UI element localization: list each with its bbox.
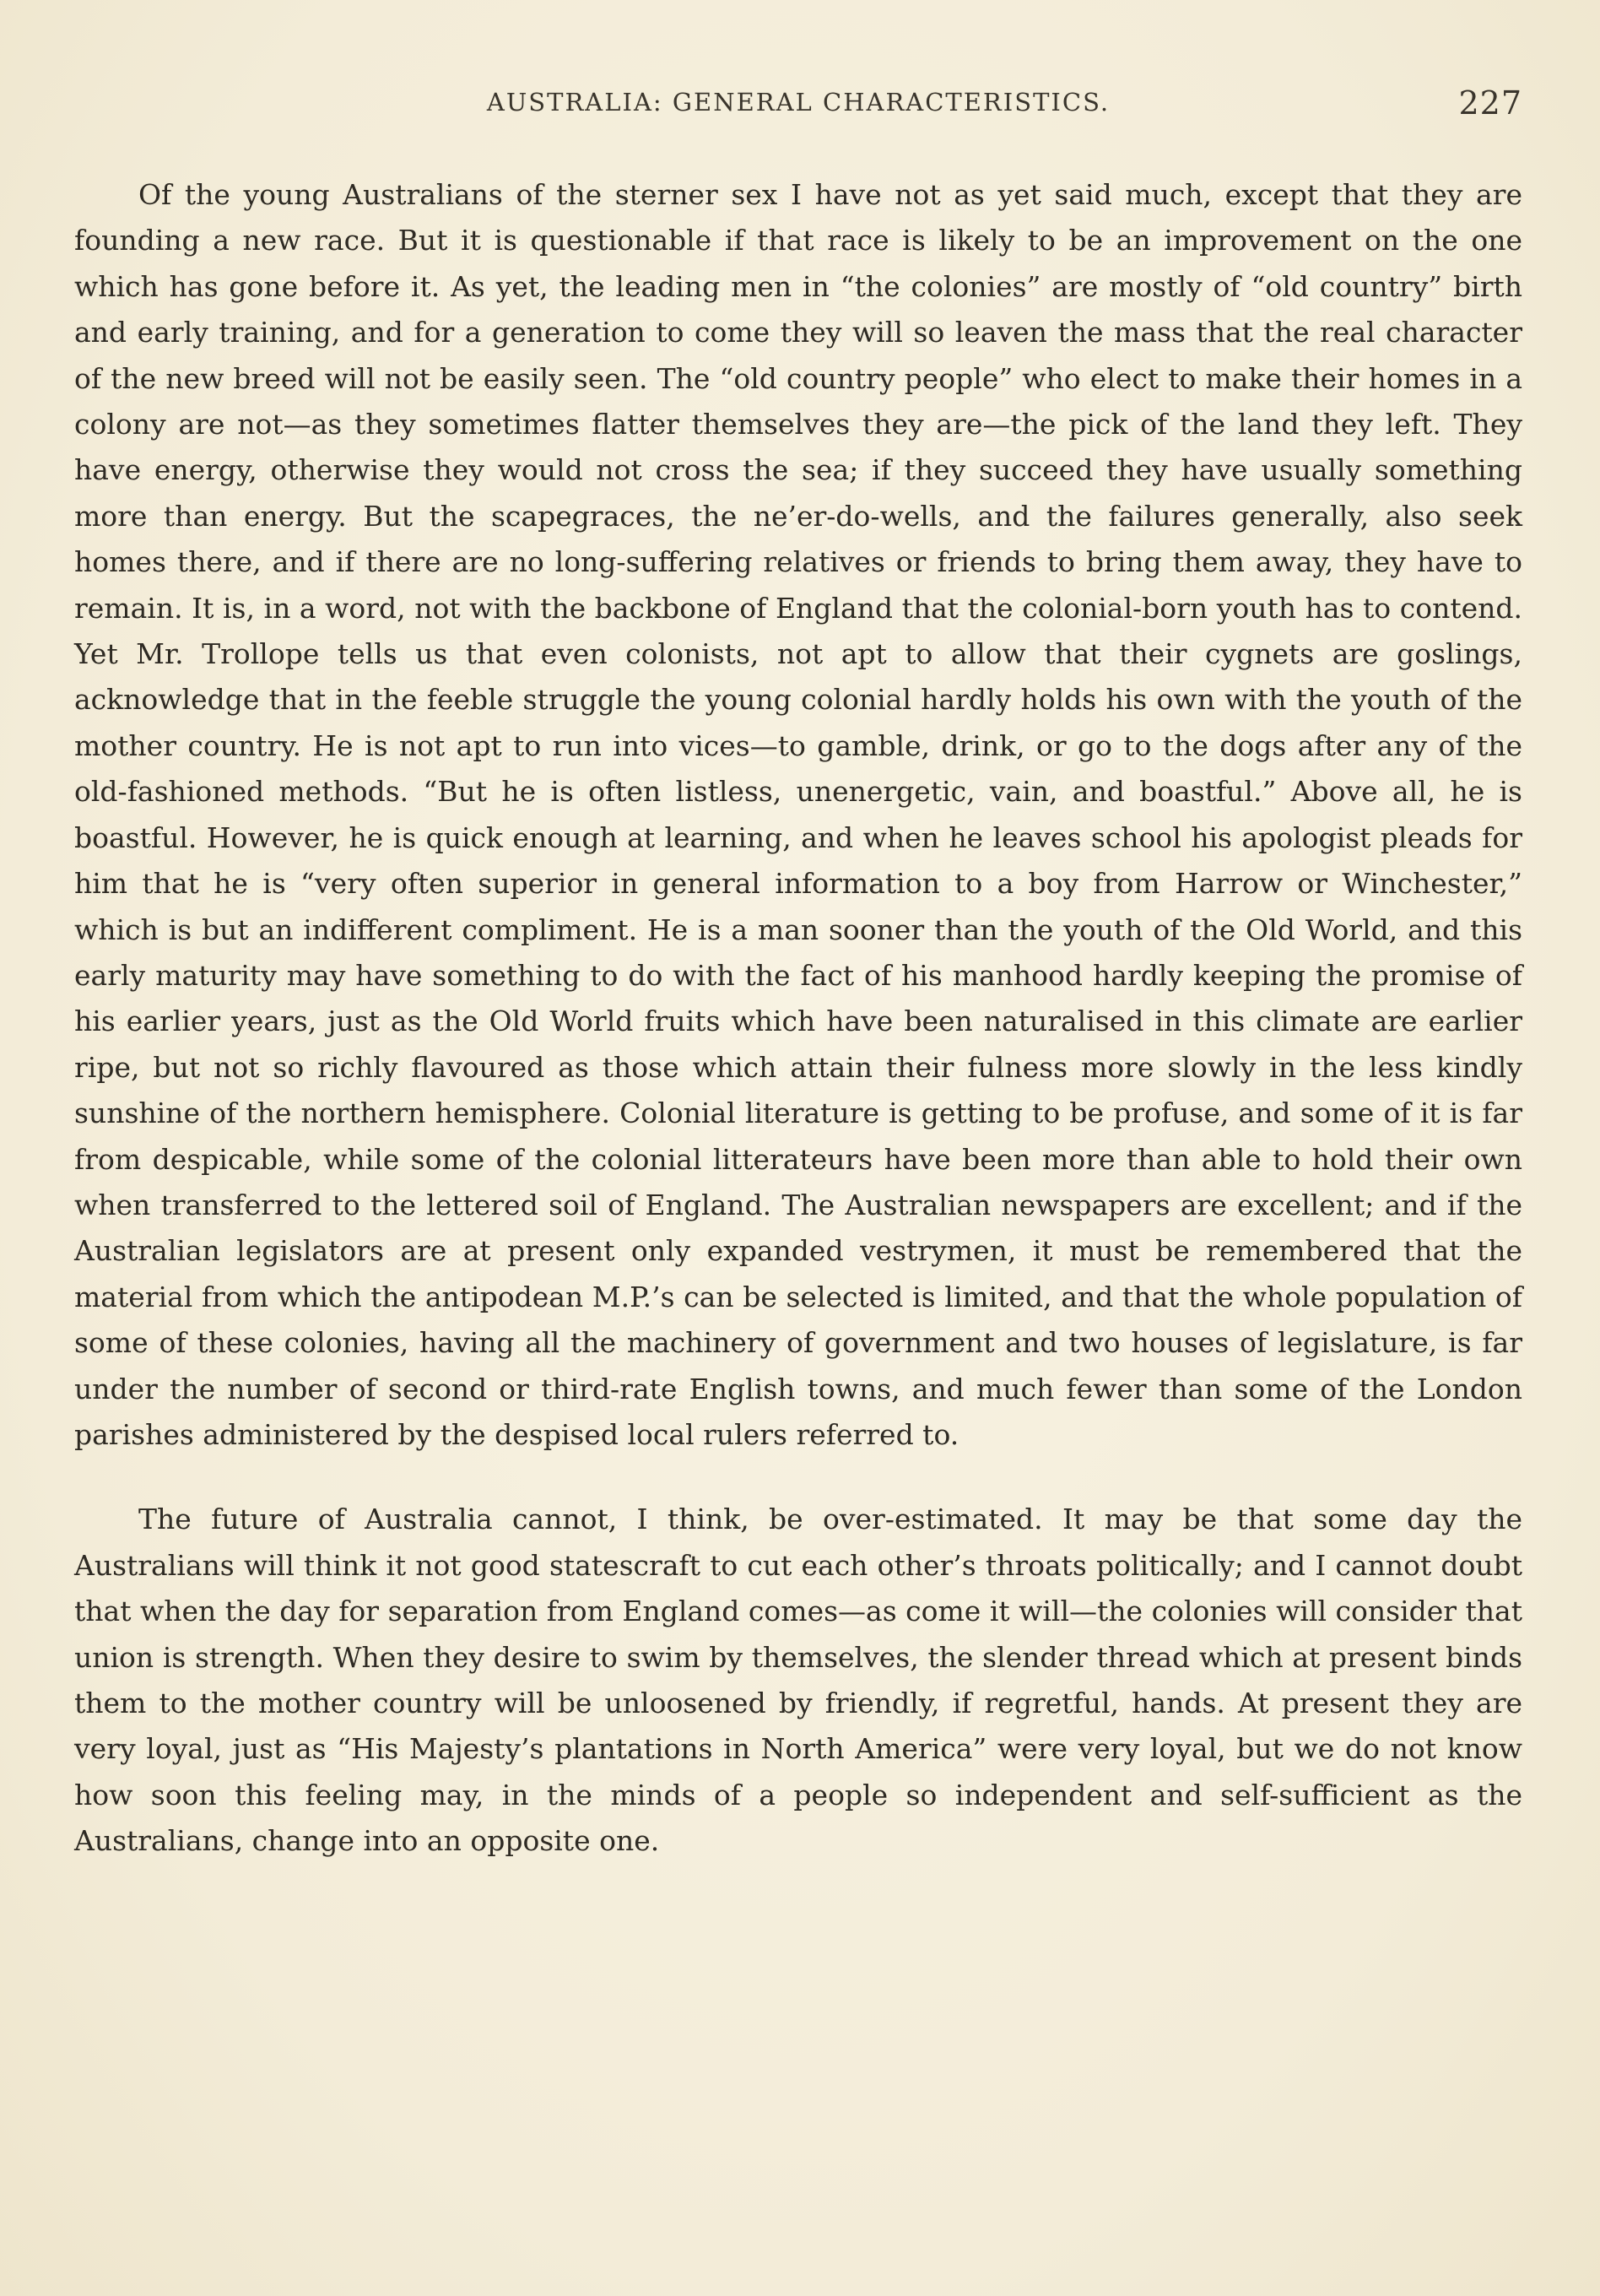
paragraph-2: The future of Australia cannot, I think, be over-estimated. It may be that some day the Australians will think it not good statescraft to cut each other’s throats politically; and I cannot doubt that when the day for separation from England comes—as come it will—the colonies will consider that union is strength. When they desire to swim by themselves, the slender thread which at present binds them to the mother country will be unloosened by friendly, if regretful, hands. At present they are very loyal, just as “His Majesty’s plantations in North America” were very loyal, but we do not know how soon this feeling may, in the minds of a people so independent and self-sufficient as the Australians, change into an opposite one. xyxy=(74,1503,1522,1858)
running-head: AUSTRALIA: GENERAL CHARACTERISTICS. xyxy=(486,88,1111,116)
body-text xyxy=(74,172,1522,1865)
paragraph-1: Of the young Australians of the sterner sex I have not as yet said much, except that they are founding a new race. But it is questionable if that race is likely to be an improvement on the one which has gone before it. As yet, the leading men in “the colonies” are mostly of “old country” birth and early training, and for a generation to come they will so leaven the mass that the real character of the new breed will not be easily seen. The “old country people” who elect to make their homes in a colony are not—as they sometimes flatter themselves they are—the pick of the land they left. They have energy, otherwise they would not cross the sea; if they succeed they have usually something more than energy. But the scapegraces, the ne’er-do-wells, and the failures generally, also seek homes there, and if there are no long-suffering relatives or friends to bring them away, they have to remain. It is, in a word, not with the backbone of England that the colonial-born youth has to contend. Yet Mr. Trollope tells us that even colonists, not apt to allow that their cygnets are goslings, acknowledge that in the feeble struggle the young colonial hardly holds his own with the youth of the mother country. He is not apt to run into vices—to gamble, drink, or go to the dogs after any of the old-fashioned methods. “But he is often listless, unenergetic, vain, and boastful.” Above all, he is boastful. However, he is quick enough at learning, and when he leaves school his apologist pleads for him that he is “very often superior in general information to a boy from Harrow or Winchester,” which is but an indifferent compliment. He is a man sooner than the youth of the Old World, and this early maturity may have something to do with the fact of his manhood hardly keeping the promise of his earlier years, just as the Old World fruits which have been naturalised in this climate are earlier ripe, but not so richly flavoured as those which attain their fulness more slowly in the less kindly sunshine of the northern hemisphere. Colonial literature is getting to be profuse, and some of it is far from despicable, while some of the colonial litterateurs have been more than able to hold their own when transferred to the lettered soil of England. The Australian newspapers are excellent; and if the Australian legislators are at present only expanded vestrymen, it must be remembered that the material from which the antipodean M.P.’s can be selected is limited, and that the whole population of some of these colonies, having all the machinery of government and two houses of legislature, is far under the number of second or third-rate English towns, and much fewer than some of the London parishes administered by the despised local rulers referred to. xyxy=(74,178,1522,1451)
page-header xyxy=(74,84,1522,128)
page-number: 227 xyxy=(1458,84,1522,122)
